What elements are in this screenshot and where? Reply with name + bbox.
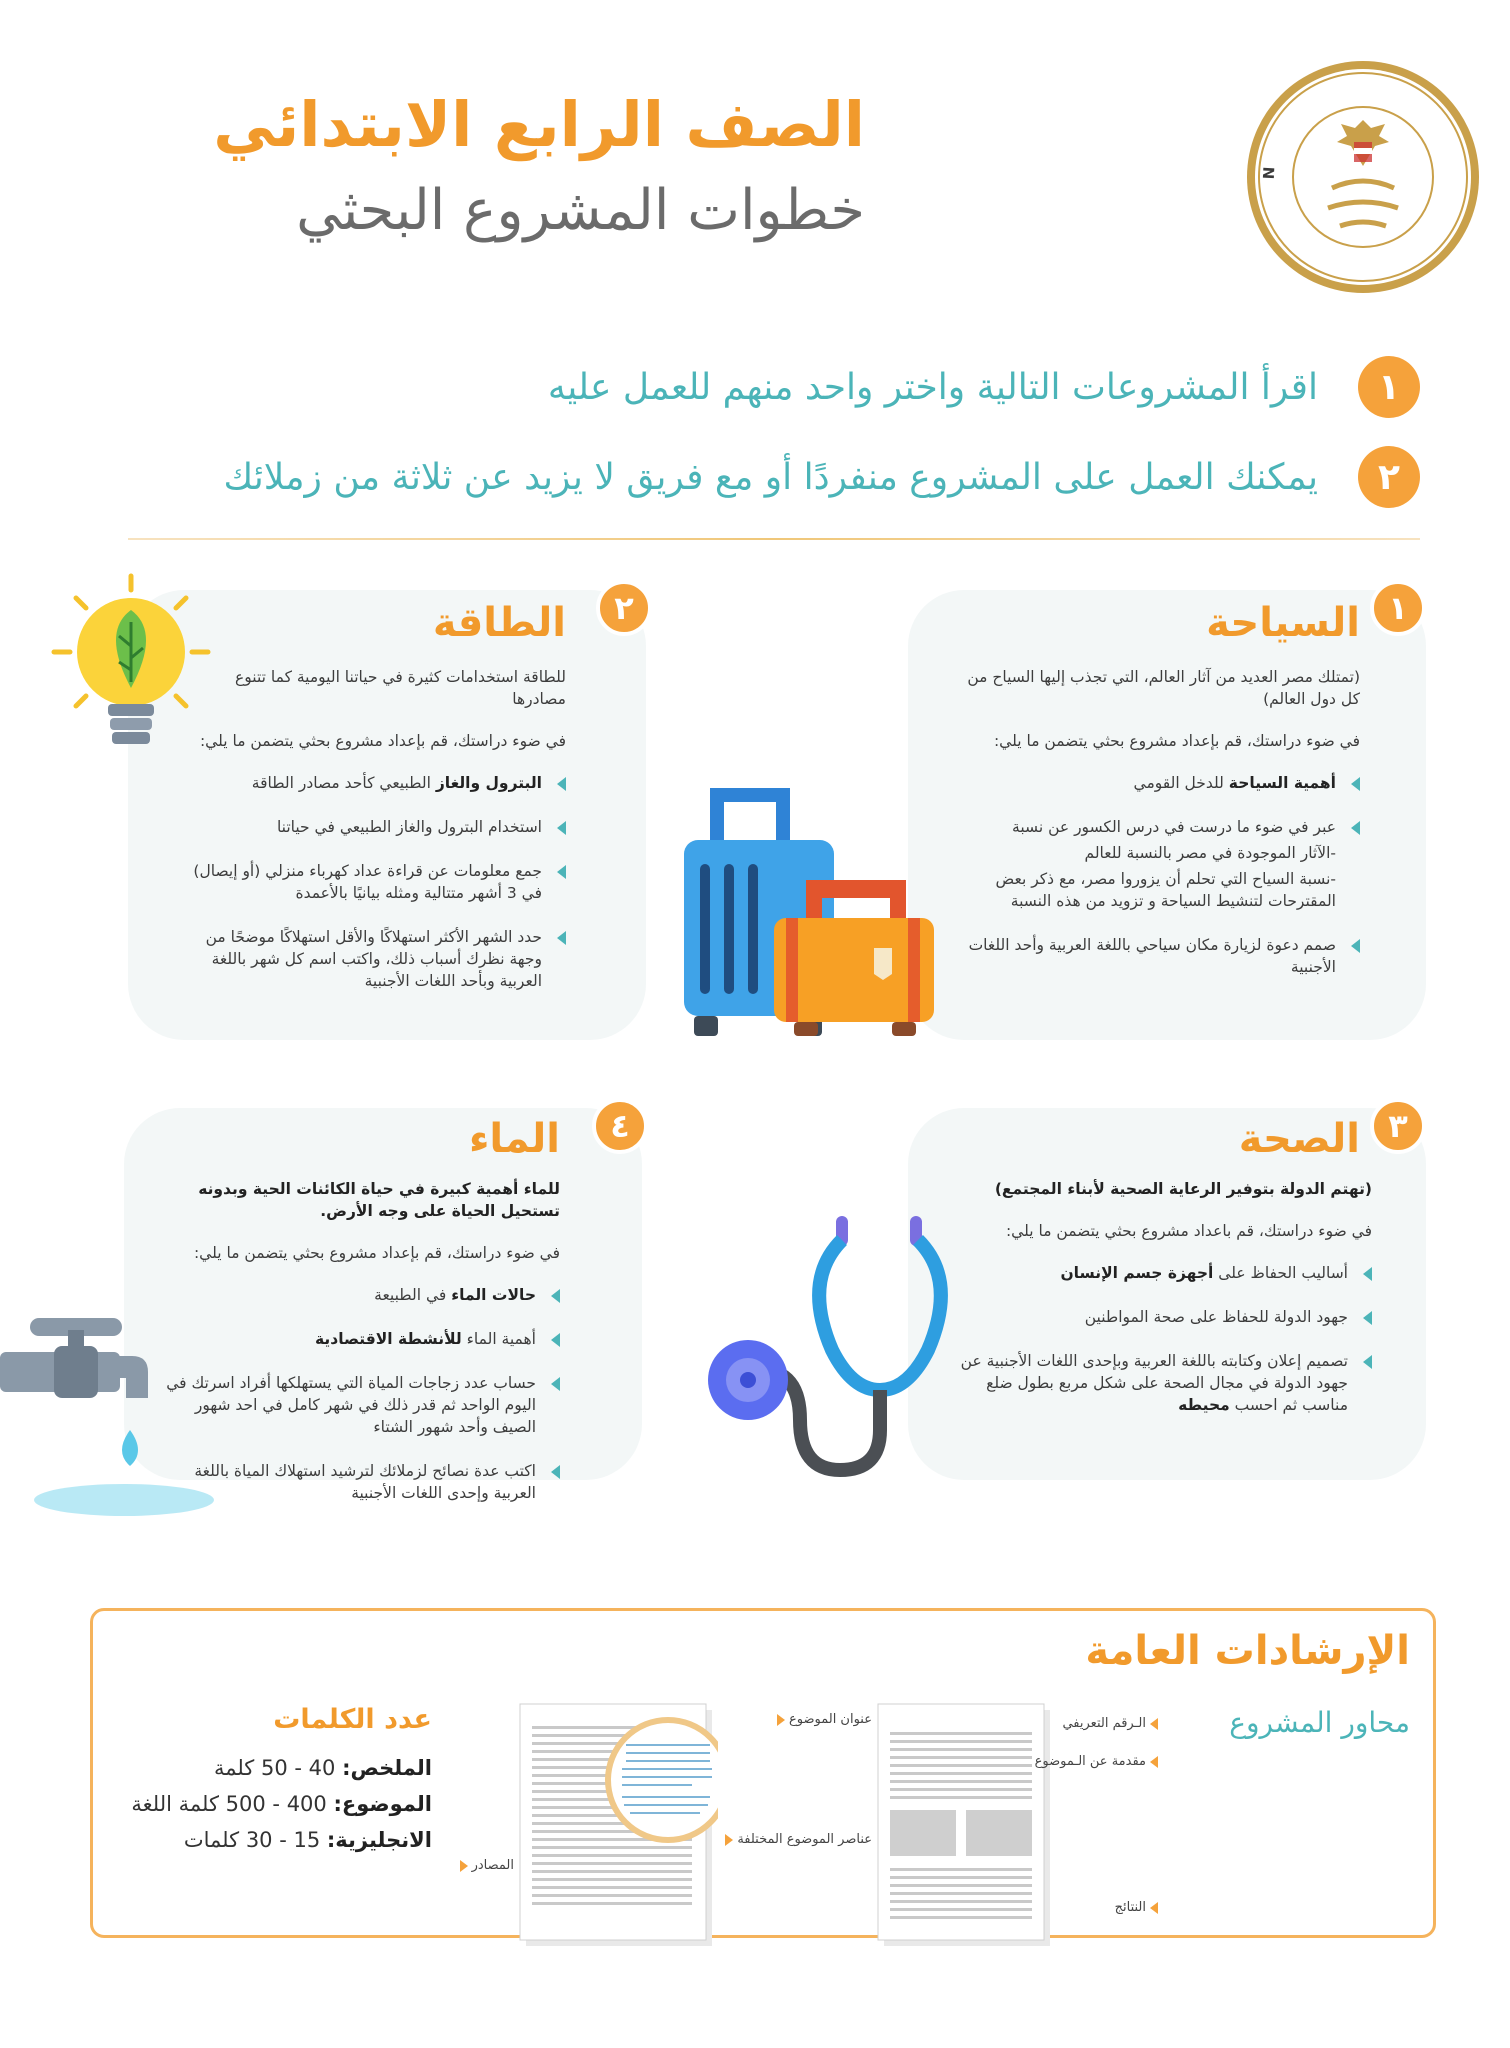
card-number: ٤ [592, 1098, 648, 1154]
list-item: عبر في ضوء ما درست في درس الكسور عن نسبة [948, 816, 1360, 838]
seal-english-text: N [1259, 165, 1279, 180]
tourism-intro: (تمتلك مصر العديد من آثار العالم، التي تجذب إليها السياح من كل دول العالم) [967, 668, 1360, 708]
list-item: حساب عدد زجاجات المياة التي يستهلكها أفراد اسرتك في اليوم الواحد ثم قدر ذلك في شهر كامل في احد شهور الصيف وأحد شهور الشتاء [150, 1372, 560, 1438]
section-divider [128, 538, 1420, 540]
ministry-seal-logo [1244, 58, 1482, 296]
arrow-icon [1150, 1902, 1158, 1914]
list-item: أساليب الحفاظ على أجهزة جسم الإنسان [956, 1262, 1372, 1284]
energy-body [190, 666, 566, 1014]
list-item: اكتب عدة نصائح لزملائك لترشيد استهلاك المياة باللغة العربية وإحدى اللغات الأجنبية [150, 1460, 560, 1504]
document-layout-illustration [876, 1702, 1056, 1952]
sub-point: -نسبة السياح التي تحلم أن يزوروا مصر، مع ذكر بعض المقترحات لتنشيط السياحة و تزويد من هذه النسبة [995, 870, 1336, 910]
stethoscope-icon [700, 1210, 970, 1480]
energy-title: الطاقة [432, 600, 566, 646]
results-label: النتائج [1115, 1900, 1158, 1915]
topic-title-label: عنوان الموضوع [777, 1712, 872, 1727]
word-count-line: الانجليزية: 15 - 30 كلمات [183, 1828, 432, 1852]
word-count-title: عدد الكلمات [273, 1704, 432, 1735]
health-title: الصحة [1238, 1116, 1360, 1162]
water-title: الماء [468, 1116, 560, 1162]
lightbulb-icon [46, 570, 216, 760]
page-subtitle: خطوات المشروع البحثي [296, 178, 865, 243]
sources-document-illustration [518, 1702, 718, 1952]
health-intro: (تهتم الدولة بتوفير الرعاية الصحية لأبناء المجتمع) [994, 1180, 1372, 1198]
step-1 [548, 356, 1420, 418]
energy-prompt: في ضوء دراستك، قم بإعداد مشروع بحثي يتضمن ما يلي: [199, 732, 566, 750]
step-number: ٢ [1358, 446, 1420, 508]
card-number: ٣ [1370, 1098, 1426, 1154]
tourism-title: السياحة [1206, 600, 1360, 646]
faucet-icon [0, 1300, 220, 1520]
luggage-icon [678, 780, 936, 1040]
list-item: أهمية الماء للأنشطة الاقتصادية [150, 1328, 560, 1350]
health-prompt: في ضوء دراستك، قم باعداد مشروع بحثي يتضمن ما يلي: [1005, 1222, 1372, 1240]
list-item: تصميم إعلان وكتابته باللغة العربية وبإحدى اللغات الأجنبية عن جهود الدولة في مجال الصحة على شكل مربع بطول ضلع مناسب ثم احسب محيطه [956, 1350, 1372, 1416]
word-count-line: الملخص: 40 - 50 كلمة [213, 1756, 432, 1780]
arrow-icon [725, 1834, 733, 1846]
list-item: جهود الدولة للحفاظ على صحة المواطنين [956, 1306, 1372, 1328]
arrow-icon [1150, 1718, 1158, 1730]
tourism-prompt: في ضوء دراستك، قم بإعداد مشروع بحثي يتضمن ما يلي: [993, 732, 1360, 750]
card-number: ٢ [596, 580, 652, 636]
list-item: حدد الشهر الأكثر استهلاكًا والأقل استهلاكًا موضحًا من وجهة نظرك أسباب ذلك، واكتب اسم كل شهر باللغة العربية وبأحد اللغات الأجنبية [190, 926, 566, 992]
guidelines-title: الإرشادات العامة [1085, 1628, 1410, 1674]
sub-point: -الآثار الموجودة في مصر بالنسبة للعالم [1084, 844, 1336, 862]
word-count-line: الموضوع: 400 - 500 كلمة اللغة [131, 1792, 432, 1816]
sources-label: المصادر [460, 1858, 514, 1873]
water-prompt: في ضوء دراستك، قم بإعداد مشروع بحثي يتضمن ما يلي: [193, 1244, 560, 1262]
step-text: يمكنك العمل على المشروع منفردًا أو مع فريق لا يزيد عن ثلاثة من زملائك [223, 456, 1318, 498]
project-axes-title: محاور المشروع [1229, 1706, 1410, 1739]
intro-label: مقدمة عن الـموضوع [1035, 1754, 1158, 1769]
topic-elements-label: عناصر الموضوع المختلفة [725, 1832, 872, 1847]
water-intro: للماء أهمية كبيرة في حياة الكائنات الحية وبدونه تستحيل الحياة على وجه الأرض. [198, 1180, 560, 1220]
list-item: أهمية السياحة للدخل القومي [948, 772, 1360, 794]
list-item: جمع معلومات عن قراءة عداد كهرباء منزلي (أو إيصال) في 3 أشهر متتالية ومثله بيانيًا بالأعمدة [190, 860, 566, 904]
tourism-body [948, 666, 1360, 1000]
step-text: اقرأ المشروعات التالية واختر واحد منهم للعمل عليه [547, 366, 1318, 408]
grade-title: الصف الرابع الابتدائي [213, 88, 865, 161]
list-item: البترول والغاز الطبيعي كأحد مصادر الطاقة [190, 772, 566, 794]
list-item: صمم دعوة لزيارة مكان سياحي باللغة العربية وأحد اللغات الأجنبية [948, 934, 1360, 978]
list-item: استخدام البترول والغاز الطبيعي في حياتنا [190, 816, 566, 838]
id-number-label: الـرقم التعريفي [1062, 1716, 1158, 1731]
arrow-icon [460, 1860, 468, 1872]
energy-intro: للطاقة استخدامات كثيرة في حياتنا اليومية كما تتنوع مصادرها [235, 668, 566, 708]
arrow-icon [777, 1714, 785, 1726]
arrow-icon [1150, 1756, 1158, 1768]
health-body [956, 1178, 1372, 1438]
list-item: حالات الماء في الطبيعة [150, 1284, 560, 1306]
step-2 [223, 446, 1420, 508]
step-number: ١ [1358, 356, 1420, 418]
card-number: ١ [1370, 580, 1426, 636]
